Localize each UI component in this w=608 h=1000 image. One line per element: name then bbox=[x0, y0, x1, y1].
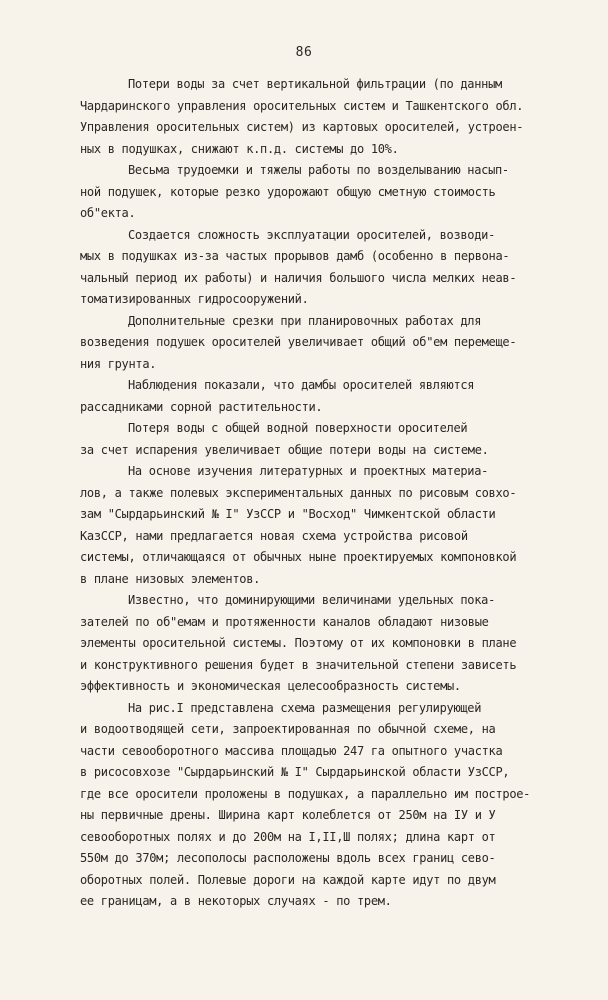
text-line: элементы оросительной системы. Поэтому от их компоновки в плане bbox=[80, 636, 517, 650]
body-text bbox=[80, 74, 552, 913]
text-line: рассадниками сорной растительности. bbox=[80, 399, 323, 414]
text-line: чальный период их работы) и наличия большого числа мелких неав- bbox=[80, 270, 517, 285]
text-line: севооборотных полях и до 200м на I,II,Ш полях; длина карт от bbox=[80, 829, 496, 844]
text-line: ны первичные дрены. Ширина карт колеблется от 250м на IУ и У bbox=[80, 808, 496, 822]
text-line: ния грунта. bbox=[80, 356, 157, 371]
text-line: Известно, что доминирующими величинами удельных пока- bbox=[128, 593, 496, 607]
text-line: 550м до 370м; лесополосы расположены вдоль всех границ сево- bbox=[80, 851, 496, 865]
text-line: мых в подушках из-за частых прорывов дамб (особенно в первона- bbox=[80, 249, 510, 263]
text-line: зателей по об"емам и протяженности каналов обладают низовые bbox=[80, 614, 489, 629]
text-line: КазССР, нами предлагается новая схема устройства рисовой bbox=[80, 528, 468, 543]
text-line: На основе изучения литературных и проектных материа- bbox=[128, 464, 489, 478]
text-line: в плане низовых элементов. bbox=[80, 571, 261, 586]
text-line: зам "Сырдарьинский № I" УзССР и "Восход" Чимкентской области bbox=[80, 507, 496, 521]
text-line: Весьма трудоемки и тяжелы работы по возделыванию насып- bbox=[128, 163, 509, 177]
text-line: томатизированных гидросооружений. bbox=[80, 292, 309, 306]
text-line: оборотных полей. Полевые дороги на каждой карте идут по двум bbox=[80, 872, 496, 887]
text-line: системы, отличающаяся от обычных ныне проектируемых компоновкой bbox=[80, 550, 517, 564]
page-number: 86 bbox=[295, 45, 313, 60]
text-line: эффективность и экономическая целесообразность системы. bbox=[80, 679, 461, 693]
text-line: за счет испарения увеличивает общие потери воды на системе. bbox=[80, 442, 489, 457]
text-line: возведения подушек оросителей увеличивает общий об"ем перемеще- bbox=[80, 335, 517, 349]
text-line: Дополнительные срезки при планировочных работах для bbox=[128, 313, 482, 328]
text-line: где все оросители проложены в подушках, а параллельно им построе- bbox=[80, 786, 531, 801]
text-line: в рисосовхозе "Сырдарьинский № I" Сырдарьинской области УзССР, bbox=[80, 765, 510, 779]
text-line: На рис.I представлена схема размещения регулирующей bbox=[128, 700, 482, 715]
text-line: части севооборотного массива площадью 247 га опытного участка bbox=[80, 743, 503, 758]
text-line: об"екта. bbox=[80, 206, 136, 220]
text-line: лов, а также полевых экспериментальных данных по рисовым совхо- bbox=[80, 485, 517, 500]
text-line: Управления оросительных систем) из картовых оросителей, устроен- bbox=[80, 120, 524, 134]
text-line: Потеря воды с общей водной поверхности оросителей bbox=[128, 421, 468, 435]
text-line: ее границам, а в некоторых случаях - по трем. bbox=[80, 894, 392, 908]
text-line: и конструктивного решения будет в значительной степени зависеть bbox=[80, 657, 517, 672]
text-line: ных в подушках, снижают к.п.д. системы до 10%. bbox=[80, 141, 399, 156]
text-line: и водоотводящей сети, запроектированная по обычной схеме, на bbox=[80, 722, 496, 736]
text-line: Потери воды за счет вертикальной фильтрации (по данным bbox=[128, 77, 502, 91]
text-line: ной подушек, которые резко удорожают общую сметную стоимость bbox=[80, 184, 496, 199]
text-line: Чардаринского управления оросительных систем и Ташкентского обл. bbox=[80, 98, 524, 113]
text-line: Наблюдения показали, что дамбы оросителей являются bbox=[128, 378, 475, 392]
text-line: Создается сложность эксплуатации оросителей, возводи- bbox=[128, 227, 496, 242]
